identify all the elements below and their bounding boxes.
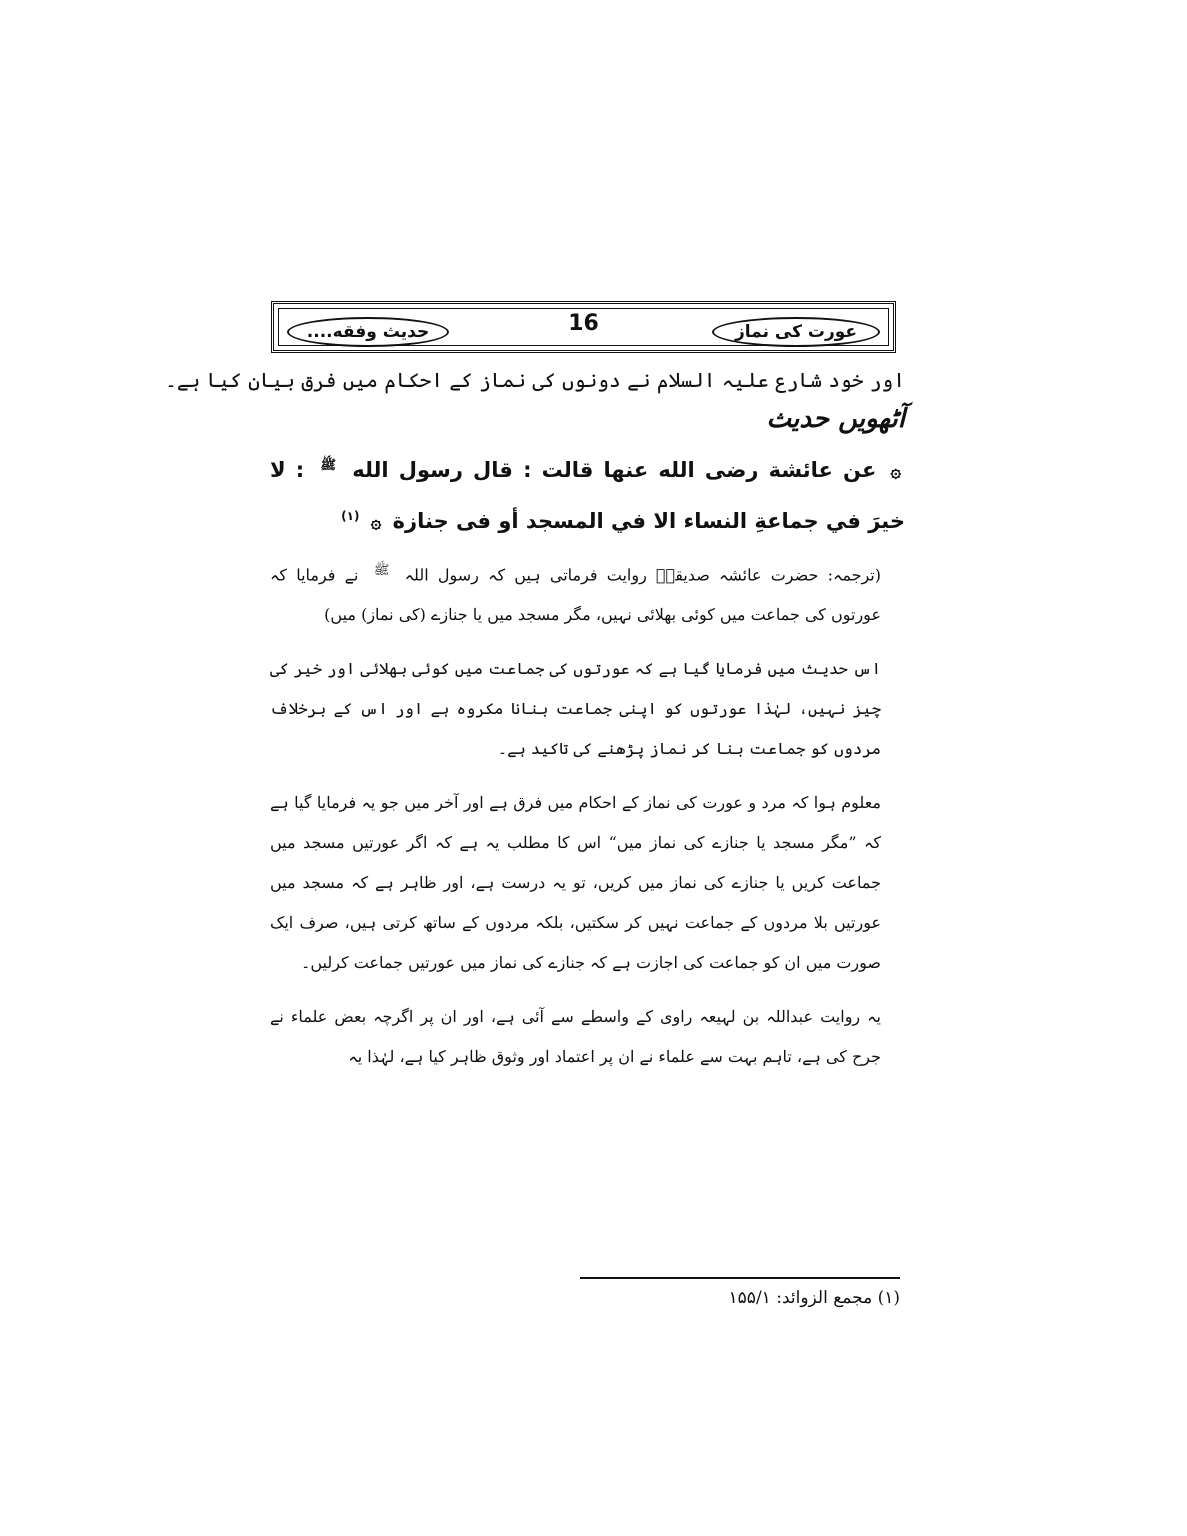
arabic-hadith-text-end: : لا خيرَ في جماعةِ النساء الا في المسجد أو فى جنازة — [270, 458, 905, 533]
book-title-label: عورت کی نماز — [712, 317, 880, 347]
paragraph-2: معلوم ہوا کہ مرد و عورت کی نماز کے احکام میں فرق ہے اور آخر میں جو یہ فرمایا گیا ہے کہ ”مگر مسجد یا جنازے کی نماز میں“ اس کا مطلب یہ ہے کہ اگر عورتیں مسجد میں جماعت کریں یا جنازے کی نماز میں کریں، تو یہ درست ہے، اور ظاہر ہے کہ مسجد میں عورتیں بلا مردوں کے جماعت نہیں کر سکتیں، بلکہ مردوں کے ساتھ کرتی ہیں، صرف ایک صورت میں ان کو جماعت کی اجازت ہے کہ جنازے کی نماز میں عورتیں جماعت کرلیں۔ — [270, 793, 881, 973]
ornament-close: ۞ — [370, 512, 382, 533]
section-heading: آٹھویں حدیث — [766, 404, 905, 434]
footnote-reference: (۱) — [341, 509, 360, 523]
ornament-open: ۞ — [890, 461, 901, 482]
page-header — [271, 301, 896, 353]
book-section-label: حدیث وفقه.... — [287, 317, 449, 347]
header-frame — [278, 308, 889, 346]
footnote: (۱) مجمع الزوائد: ۱۵۵/۱ — [728, 1288, 900, 1308]
translation-salutation: ﷺ — [373, 563, 390, 578]
footnote-divider — [580, 1277, 900, 1279]
paragraph-1: اس حدیث میں فرمایا گیا ہے کہ عورتوں کی جماعت میں کوئی بھلائی اور خیر کی چیز نہیں، لہٰذا عورتوں کو اپنی جماعت بنانا مکروہ ہے اور اس کے برخلاف مردوں کو جماعت بنا کر نماز پڑھنے کی تاکید ہے۔ — [270, 659, 881, 759]
arabic-hadith-text: عن عائشة رضى الله عنها قالت : قال رسول الله — [352, 458, 877, 482]
paragraph-3: یہ روایت عبداللہ بن لہیعہ راوی کے واسطے سے آئی ہے، اور ان پر اگرچہ بعض علماء نے جرح کی ہے، تاہم بہت سے علماء نے ان پر اعتماد اور وثوق ظاہر کیا ہے، لہٰذا یہ — [270, 1007, 881, 1067]
page-body — [165, 360, 905, 1091]
page-number: 16 — [568, 311, 599, 336]
intro-line: اور خود شارع علیہ السلام نے دونوں کی نماز کے احکام میں فرق بیان کیا ہے۔ — [165, 368, 905, 392]
translation-part-1: (ترجمہ: حضرت عائشہ صدیقہؓ روایت فرماتی ہیں کہ رسول اللہ — [404, 565, 882, 585]
arabic-hadith — [270, 444, 905, 545]
translation — [270, 551, 905, 635]
translation-part-2: نے فرمایا کہ عورتوں کی جماعت میں کوئی بھلائی نہیں، مگر مسجد میں یا جنازے (کی نماز) میں) — [270, 565, 881, 625]
salutation-glyph: ﷺ — [320, 458, 337, 473]
